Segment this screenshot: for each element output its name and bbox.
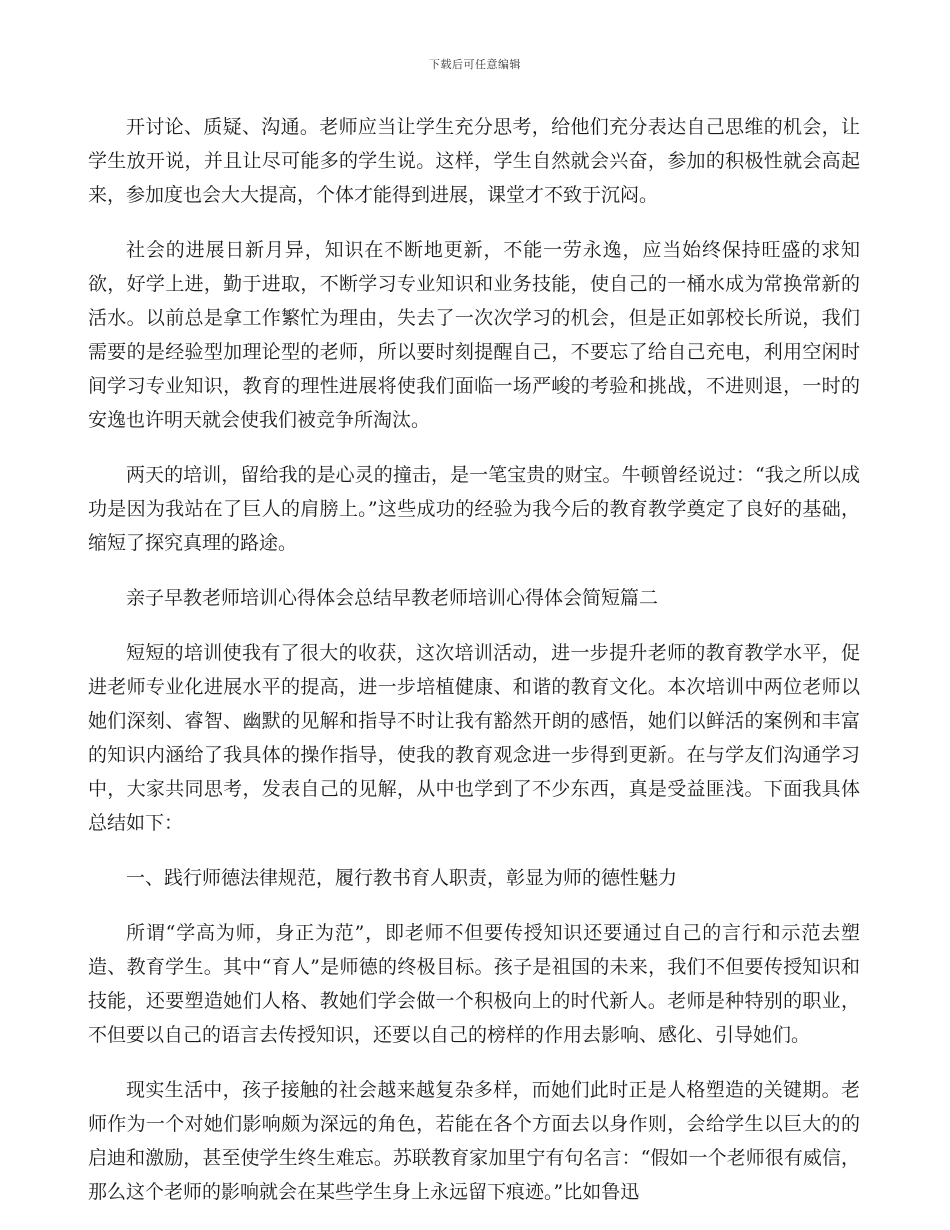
paragraph-harvest: 短短的培训使我有了很大的收获，这次培训活动，进一步提升老师的教育教学水平，促进老师专业化进展水平的提高，进一步培植健康、和谐的教育文化。本次培训中两位老师以她们深刻、睿智、幽默的见解和指导不时让我有豁然开朗的感悟，她们以鲜活的案例和丰富的知识内涵给了我具体的操作指导，使我的教育观念进一步得到更新。在与学友们沟通学习中，大家共同思考，发表自己的见解，从中也学到了不少东西，真是受益匪浅。下面我具体总结如下： — [88, 642, 860, 834]
paragraph-discussion: 开讨论、质疑、沟通。老师应当让学生充分思考，给他们充分表达自己思维的机会，让学生放开说，并且让尽可能多的学生说。这样，学生自然就会兴奋，参加的积极性就会高起来，参加度也会大大提高，个体才能得到进展，课堂才不致于沉闷。 — [88, 116, 860, 206]
section-title: 亲子早教老师培训心得体会总结早教老师培训心得体会简短篇二 — [126, 587, 659, 609]
paragraph-training-impact: 两天的培训，留给我的是心灵的撞击，是一笔宝贵的财宝。牛顿曾经说过：“我之所以成功是因为我站在了巨人的肩膀上。”这些成功的经验为我今后的教育教学奠定了良好的基础，缩短了探究真理的路途。 — [88, 464, 860, 554]
paragraph-teacher-role: 所谓“学高为师，身正为范”，即老师不但要传授知识还要通过自己的言行和示范去塑造、教育学生。其中“育人”是师德的终极目标。孩子是祖国的未来，我们不但要传授知识和技能，还要塑造她们人格、教她们学会做一个积极向上的时代新人。老师是种特别的职业，不但要以自己的语言去传授知识，还要以自己的榜样的作用去影响、感化、引导她们。 — [88, 922, 860, 1046]
paragraph-real-life: 现实生活中，孩子接触的社会越来越复杂多样，而她们此时正是人格塑造的关键期。老师作为一个对她们影响颇为深远的角色，若能在各个方面去以身作则，会给学生以巨大的的启迪和激励，甚至使学生终生难忘。苏联教育家加里宁有句名言：“假如一个老师很有威信，那么这个老师的影响就会在某些学生身上永远留下痕迹。”比如鲁迅 — [88, 1079, 860, 1203]
header-note: 下载后可任意编辑 — [429, 58, 521, 71]
document-body — [88, 110, 860, 1230]
subsection-heading-1: 一、践行师德法律规范，履行教书育人职责，彰显为师的德性魅力 — [126, 867, 678, 889]
paragraph-learning: 社会的进展日新月异，知识在不断地更新，不能一劳永逸，应当始终保持旺盛的求知欲，好学上进，勤于进取，不断学习专业知识和业务技能，使自己的一桶水成为常换常新的活水。以前总是拿工作繁忙为理由，失去了一次次学习的机会，但是正如郭校长所说，我们需要的是经验型加理论型的老师，所以要时刻提醒自己，不要忘了给自己充电，利用空闲时间学习专业知识，教育的理性进展将使我们面临一场严峻的考验和挑战，不进则退，一时的安逸也许明天就会使我们被竞争所淘汰。 — [88, 239, 860, 431]
